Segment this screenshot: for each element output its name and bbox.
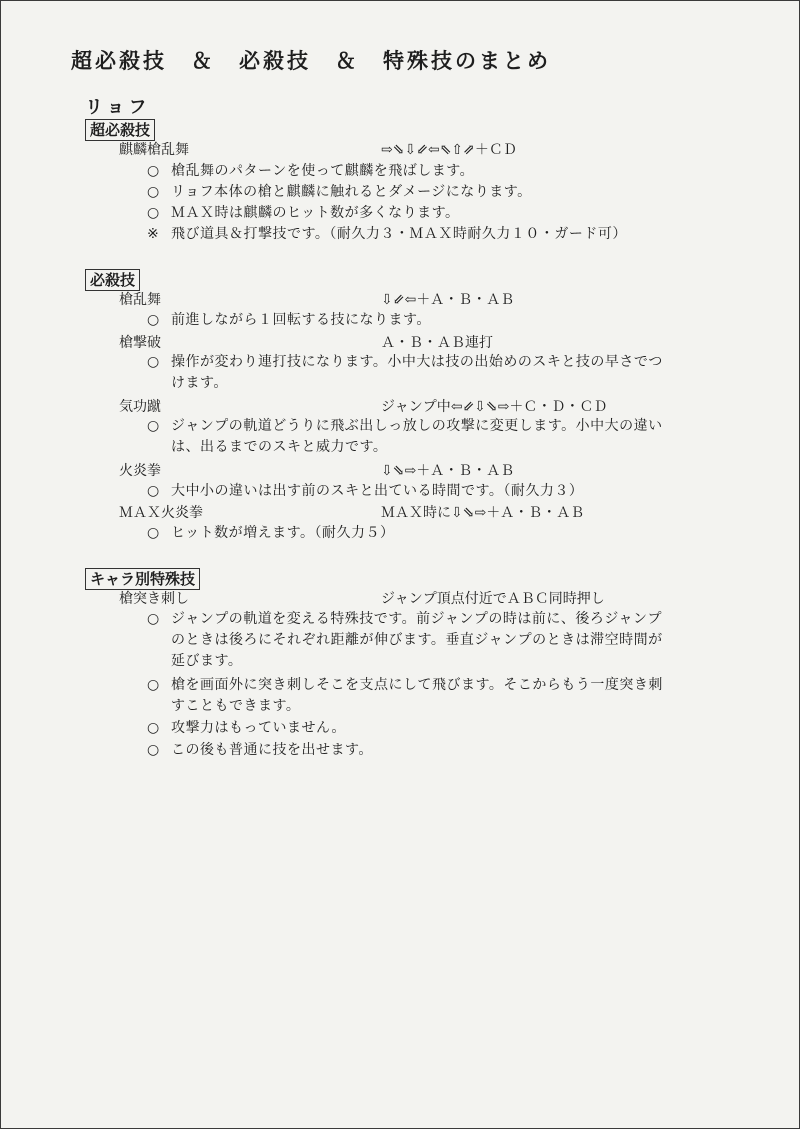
move-note: ○ 前進しながら１回転する技になります。 [147,310,431,331]
move-command: ジャンプ中⇦⇙⇩⇘⇨＋Ｃ・Ｄ・ＣＤ [381,399,608,415]
character-name: リョフ [85,97,151,118]
move-note: ○ 槍を画面外に突き刺しそこを支点にして飛びます。そこからもう一度突き刺 すこともできます。 [147,677,663,714]
move-note: ○ 槍乱舞のパターンを使って麒麟を飛ばします。 [147,161,474,182]
move-note: ○ ヒット数が増えます。（耐久力５） [147,523,394,544]
move-command: Ａ・Ｂ・ＡＢ連打 [381,335,493,351]
move-command: ⇩⇙⇦＋Ａ・Ｂ・ＡＢ [381,292,515,308]
bullet-mark: ○ [147,184,160,200]
bullet-mark: ○ [147,312,160,328]
move-command: ＭＡＸ時に⇩⇘⇨＋Ａ・Ｂ・ＡＢ [381,505,585,521]
bullet-mark: ○ [147,742,160,758]
move-note: ※ 飛び道具＆打撃技です。（耐久力３・ＭＡＸ時耐久力１０・ガード可） [147,224,627,245]
bullet-mark: ○ [147,525,160,541]
page-title: 超必殺技 ＆ 必殺技 ＆ 特殊技のまとめ [71,48,551,73]
bullet-mark: ○ [147,205,160,221]
move-command: ⇨⇘⇩⇙⇦⇖⇧⇗＋ＣＤ [381,142,517,158]
move-note: ○ ＭＡＸ時は麒麟のヒット数が多くなります。 [147,203,459,224]
move-name: 槍突き刺し [119,591,189,607]
section-heading-special: 必殺技 [85,269,140,291]
move-note: ○ リョフ本体の槍と麒麟に触れるとダメージになります。 [147,182,532,203]
move-note: ○ ジャンプの軌道どうりに飛ぶ出しっ放しの攻撃に変更します。小中大の違い は、出るまでのスキと威力です。 [147,418,663,455]
bullet-mark: ○ [147,354,160,370]
move-name: 麒麟槍乱舞 [119,142,189,158]
move-note: ○ 操作が変わり連打技になります。小中大は技の出始めのスキと技の早さでつ けます。 [147,354,663,391]
move-name: 槍撃破 [119,335,161,351]
bullet-mark: ○ [147,720,160,736]
move-name: 槍乱舞 [119,292,161,308]
move-note: ○ 攻撃力はもっていません。 [147,718,346,739]
bullet-mark: ○ [147,418,160,434]
move-command: ⇩⇘⇨＋Ａ・Ｂ・ＡＢ [381,463,515,479]
move-name: 火炎拳 [119,463,161,479]
bullet-mark: ○ [147,163,160,179]
bullet-mark: ○ [147,677,160,693]
move-note: ○ 大中小の違いは出す前のスキと出ている時間です。（耐久力３） [147,481,583,502]
move-name: ＭＡＸ火炎拳 [119,505,203,521]
section-heading-unique: キャラ別特殊技 [85,568,200,590]
asterisk-mark: ※ [147,226,160,242]
bullet-mark: ○ [147,483,160,499]
section-heading-super: 超必殺技 [85,119,155,141]
move-command: ジャンプ頂点付近でＡＢＣ同時押し [381,591,605,607]
move-note: ○ この後も普通に技を出せます。 [147,740,373,761]
bullet-mark: ○ [147,611,160,627]
move-name: 気功蹴 [119,399,161,415]
move-note: ○ ジャンプの軌道を変える特殊技です。前ジャンプの時は前に、後ろジャンプ のときは後ろにそれぞれ距離が伸びます。垂直ジャンプのときは滞空時間が 延びます。 [147,611,663,669]
